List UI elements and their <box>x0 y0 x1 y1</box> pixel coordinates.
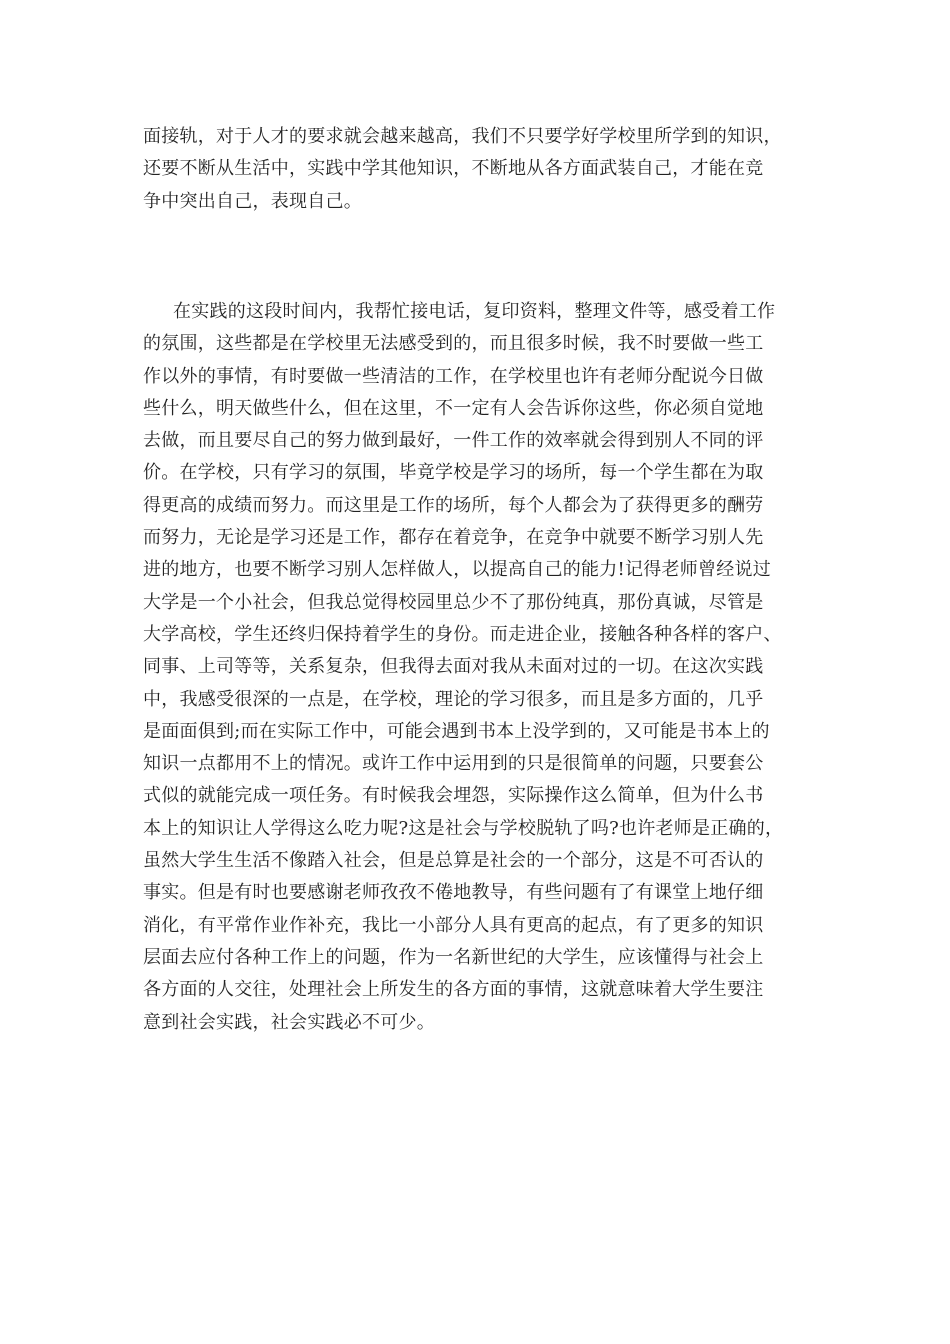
text-line: 层面去应付各种工作上的问题，作为一名新世纪的大学生，应该懂得与社会上 <box>143 946 764 968</box>
text-line: 去做，而且要尽自己的努力做到最好，一件工作的效率就会得到别人不同的评 <box>143 430 764 452</box>
text-line: 中，我感受很深的一点是，在学校，理论的学习很多，而且是多方面的，几乎 <box>143 688 764 710</box>
text-line: 进的地方，也要不断学习别人怎样做人，以提高自己的能力!记得老师曾经说过 <box>143 559 771 581</box>
text-line: 虽然大学生生活不像踏入社会，但是总算是社会的一个部分，这是不可否认的 <box>143 850 764 872</box>
text-line: 同事、上司等等，关系复杂，但我得去面对我从未面对过的一切。在这次实践 <box>143 656 764 678</box>
text-line: 些什么，明天做些什么，但在这里，不一定有人会告诉你这些，你必须自觉地 <box>143 397 764 419</box>
text-line: 面接轨，对于人才的要求就会越来越高，我们不只要学好学校里所学到的知识， <box>143 126 782 147</box>
text-line: 得更高的成绩而努力。而这里是工作的场所，每个人都会为了获得更多的酬劳 <box>143 494 764 516</box>
text-line: 争中突出自己，表现自己。 <box>143 190 362 212</box>
paragraph-2 <box>143 296 805 1039</box>
text-line: 作以外的事情，有时要做一些清洁的工作，在学校里也许有老师分配说今日做 <box>143 365 764 387</box>
text-line: 知识一点都用不上的情况。或许工作中运用到的只是很简单的问题，只要套公 <box>143 753 764 775</box>
text-line: 是面面俱到;而在实际工作中，可能会遇到书本上没学到的，又可能是书本上的 <box>143 720 770 742</box>
text-line: 还要不断从生活中，实践中学其他知识，不断地从各方面武装自己，才能在竞 <box>143 158 764 180</box>
text-line: 事实。但是有时也要感谢老师孜孜不倦地教导，有些问题有了有课堂上地仔细 <box>143 882 764 904</box>
text-line: 大学是一个小社会，但我总觉得校园里总少不了那份纯真，那份真诚，尽管是 <box>143 591 764 613</box>
text-line: 而努力，无论是学习还是工作，都存在着竞争，在竞争中就要不断学习别人先 <box>143 527 764 549</box>
text-line: 价。在学校，只有学习的氛围，毕竟学校是学习的场所，每一个学生都在为取 <box>143 462 764 484</box>
paragraph-1 <box>143 121 805 218</box>
text-line: 的氛围，这些都是在学校里无法感受到的，而且很多时候，我不时要做一些工 <box>143 333 764 355</box>
text-line: 本上的知识让人学得这么吃力呢?这是社会与学校脱轨了吗?也许老师是正确的， <box>143 817 784 839</box>
text-line: 各方面的人交往，处理社会上所发生的各方面的事情，这就意味着大学生要注 <box>143 979 764 1001</box>
text-line: 大学高校，学生还终归保持着学生的身份。而走进企业，接触各种各样的客户、 <box>143 623 782 645</box>
text-line: 消化，有平常作业作补充，我比一小部分人具有更高的起点，有了更多的知识 <box>143 914 764 936</box>
text-line: 意到社会实践，社会实践必不可少。 <box>143 1011 435 1033</box>
text-line: 式似的就能完成一项任务。有时候我会埋怨，实际操作这么简单，但为什么书 <box>143 785 764 807</box>
text-line-indented: 在实践的这段时间内，我帮忙接电话，复印资料，整理文件等，感受着工作 <box>173 301 776 322</box>
